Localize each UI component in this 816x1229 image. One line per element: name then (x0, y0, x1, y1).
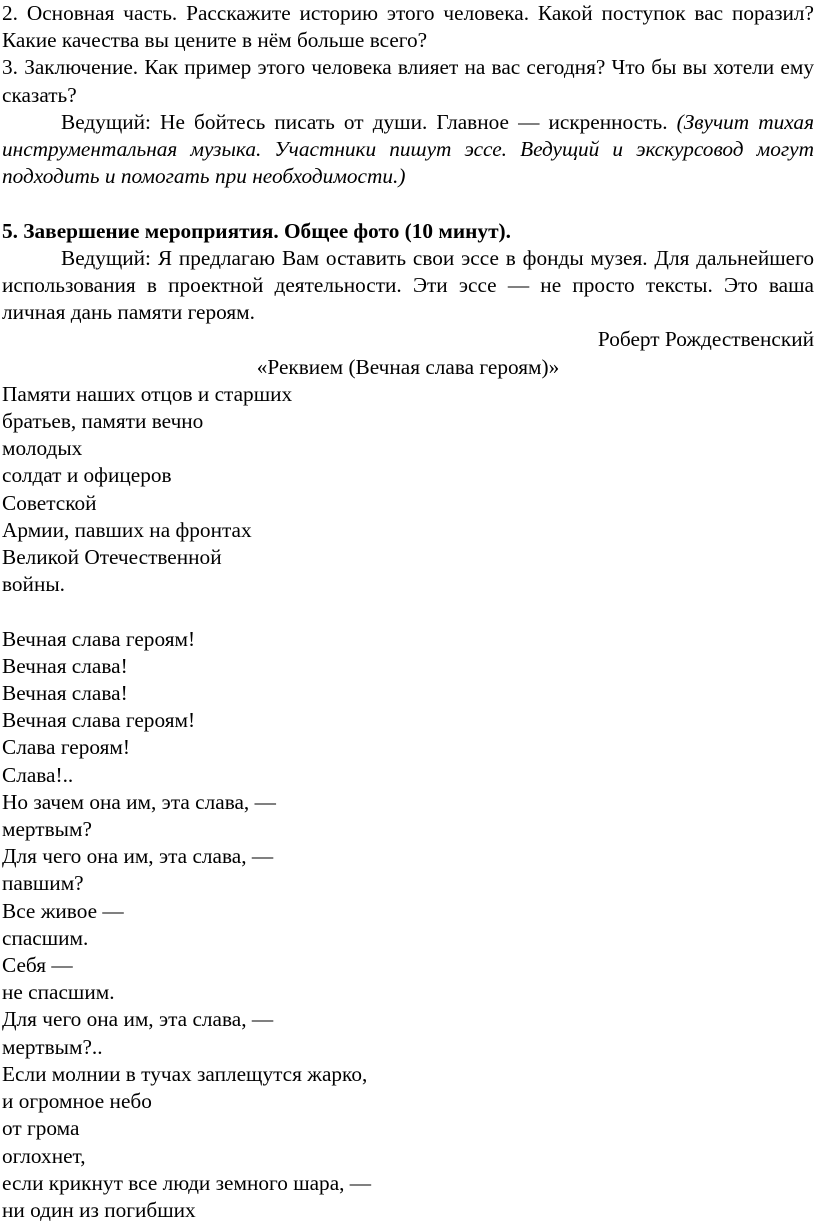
dedication-line: Великой Отечественной (2, 545, 222, 570)
section-5-heading: 5. Завершение мероприятия. Общее фото (10 минут). (2, 218, 511, 243)
poem-line: Вечная слава! (2, 653, 128, 678)
poem-line: мертвым? (2, 817, 92, 842)
poem-line: Если молнии в тучах заплещутся жарко, (2, 1061, 368, 1086)
poem-line: Вечная слава героям! (2, 708, 196, 733)
document-page (2, 0, 814, 1224)
intro-item-2: 2. Основная часть. Расскажите историю этого человека. Какой поступок вас поразил? Какие качества вы цените в нём больше всего? (2, 1, 814, 53)
poem-line: павшим? (2, 871, 84, 896)
poem-line: Но зачем она им, эта слава, — (2, 789, 276, 814)
dedication-line: Памяти наших отцов и старших (2, 381, 293, 406)
poem-line: Все живое — (2, 898, 124, 923)
poem-line: не спасшим. (2, 980, 115, 1005)
poem-body (2, 626, 814, 1224)
dedication-line: Армии, павших на фронтах (2, 517, 252, 542)
poem-line: Вечная слава героям! (2, 626, 196, 651)
poem-line: Слава!.. (2, 762, 74, 787)
host-instruction-paragraph (2, 109, 814, 191)
section-5-host-text: Ведущий: Я предлагаю Вам оставить свои эссе в фонды музея. Для дальнейшего использования в проектной деятельности. Эти эссе — не просто тексты. Это ваша личная дань памяти героям. (2, 245, 814, 325)
dedication-line: братьев, памяти вечно (2, 409, 204, 434)
poem-line: оглохнет, (2, 1143, 86, 1168)
poem-line: Слава героям! (2, 735, 130, 760)
poem-author: Роберт Рождественский (597, 327, 814, 352)
dedication-line: войны. (2, 572, 65, 597)
spacer (2, 190, 814, 217)
poem-line: Для чего она им, эта слава, — (2, 844, 274, 869)
poem-line: от грома (2, 1116, 80, 1141)
poem-line: ни один из погибших (2, 1197, 196, 1222)
poem-line: если крикнут все люди земного шара, — (2, 1170, 372, 1195)
intro-item-3: 3. Заключение. Как пример этого человека влияет на вас сегодня? Что бы вы хотели ему сказать? (2, 55, 814, 107)
stage-direction: (Звучит тихая инструментальная музыка. Участники пишут эссе. Ведущий и экскурсовод могут подходить и помогать при необходимости.) (2, 109, 814, 189)
poem-line: Себя — (2, 953, 73, 978)
spacer (2, 598, 814, 625)
dedication-line: молодых (2, 436, 83, 461)
poem-title: «Реквием (Вечная слава героям)» (256, 354, 560, 379)
dedication-line: солдат и офицеров (2, 463, 172, 488)
host-instruction-text: Ведущий: Не бойтесь писать от души. Главное — искренность. (61, 109, 677, 134)
poem-line: Вечная слава! (2, 681, 128, 706)
poem-line: мертвым?.. (2, 1034, 103, 1059)
dedication-line: Советской (2, 490, 97, 515)
poem-line: Для чего она им, эта слава, — (2, 1007, 274, 1032)
poem-line: спасшим. (2, 925, 89, 950)
poem-line: и огромное небо (2, 1089, 152, 1114)
poem-dedication (2, 381, 814, 599)
